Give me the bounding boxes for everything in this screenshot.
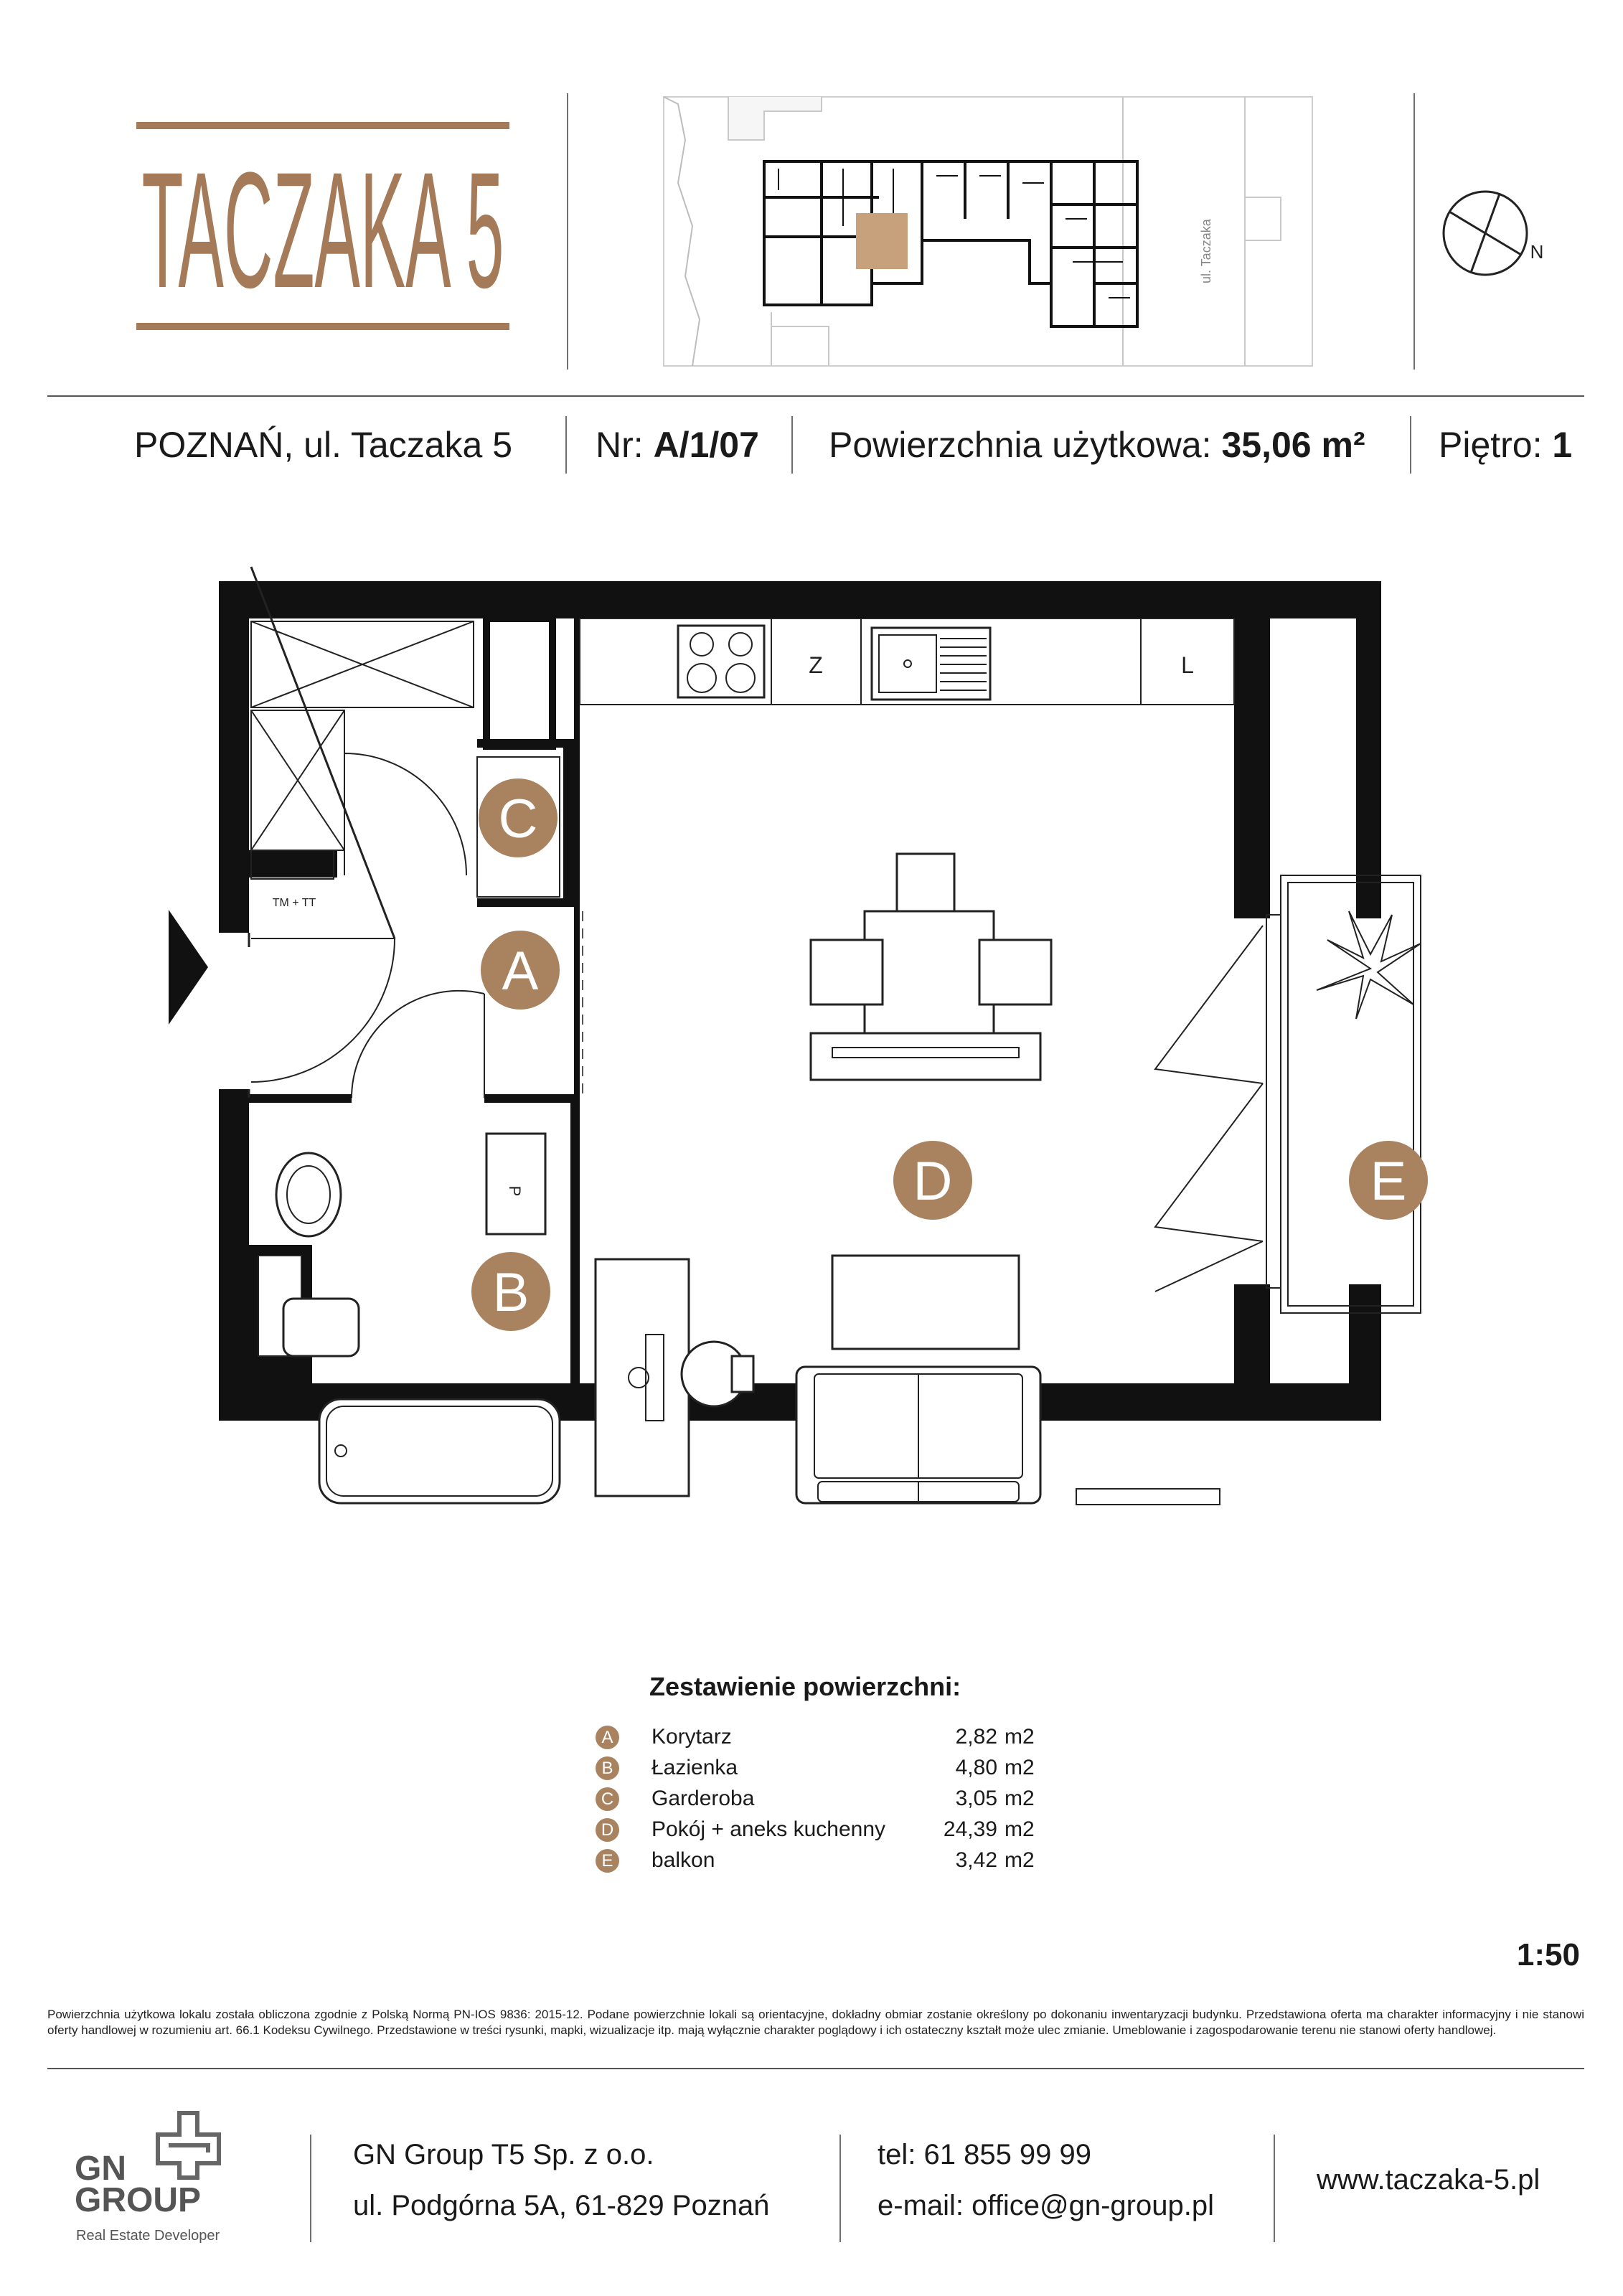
legend-badge: D xyxy=(596,1818,619,1842)
website-link[interactable]: www.taczaka-5.pl xyxy=(1317,2164,1540,2196)
room-marker-d xyxy=(893,1141,972,1220)
floor-plan xyxy=(144,567,1492,1586)
info-divider xyxy=(1410,416,1411,474)
wall-right-lower xyxy=(1234,1284,1270,1421)
wall-left-upper xyxy=(219,581,249,933)
gn-group-logo xyxy=(72,2102,258,2246)
legend-title: Zestawienie powierzchni: xyxy=(649,1672,961,1701)
apartment-floor: Piętro: 1 xyxy=(1439,425,1573,465)
svg-text:B: B xyxy=(492,1262,530,1323)
legend-badge: B xyxy=(596,1756,619,1780)
legend-room-area: 3,42 xyxy=(955,1848,997,1872)
company-address: ul. Podgórna 5A, 61-829 Poznań xyxy=(353,2190,770,2221)
room-marker-e xyxy=(1349,1141,1428,1220)
fixture-label: P xyxy=(506,1185,524,1197)
legend-room-name: Garderoba xyxy=(651,1787,755,1810)
legend-badge: C xyxy=(596,1787,619,1811)
site-plan-map xyxy=(664,97,1312,366)
legend-room-name: Korytarz xyxy=(651,1725,732,1749)
legend-room-area: 3,05 xyxy=(955,1787,997,1810)
apartment-number-value: A/1/07 xyxy=(653,425,759,465)
svg-text:D: D xyxy=(913,1151,953,1212)
footer-rule xyxy=(47,2068,1584,2069)
legal-disclaimer: Powierzchnia użytkowa lokalu została obliczona zgodnie z Polską Normą PN-IOS 9836: 2015-12. Podane powierzchnie lokali są orientacyjne, dokładny obmiar zostanie określony po dokonaniu inwentaryzacji budynku. Przedstawiona oferta ma charakter informacyjny i nie stanowi oferty handlowej w rozumieniu art. 66.1 Kodeksu Cywilnego. Przedstawione w treści rysunki, mapki, wizualizacje itp. mają wyłącznie charakter poglądowy i ich ostateczny kształt może ulec zmianie. Umeblowanie i zagospodarowanie terenu nie stanowi oferty handlowej. xyxy=(47,2008,1584,2037)
site-plan-street-label: ul. Taczaka xyxy=(1199,219,1213,283)
svg-text:E: E xyxy=(1370,1151,1407,1212)
info-divider xyxy=(565,416,567,474)
legend-room-unit: m2 xyxy=(1005,1725,1035,1749)
toilet-icon xyxy=(283,1299,359,1356)
desk xyxy=(596,1259,689,1496)
legend-room-area: 24,39 xyxy=(943,1817,997,1841)
header-divider xyxy=(567,93,568,370)
bathtub-icon xyxy=(319,1399,560,1503)
company-name: GN Group T5 Sp. z o.o. xyxy=(353,2139,654,2170)
gn-logo-line2: GROUP xyxy=(75,2181,202,2219)
compass-icon xyxy=(1442,190,1543,283)
duct-shaft xyxy=(486,618,552,746)
apartment-number: Nr: A/1/07 xyxy=(596,425,759,465)
compass-north-label: N xyxy=(1530,241,1544,263)
svg-text:A: A xyxy=(502,941,539,1002)
footer-divider xyxy=(1274,2135,1275,2242)
room-marker-b xyxy=(471,1252,550,1331)
wall-top xyxy=(219,581,1381,618)
appliance-label: L xyxy=(1181,652,1194,678)
header-rule xyxy=(47,395,1584,397)
legend-room-name: Pokój + aneks kuchenny xyxy=(651,1817,886,1841)
legend-badge: E xyxy=(596,1849,619,1873)
washing-machine xyxy=(486,1134,545,1234)
company-phone[interactable]: tel: 61 855 99 99 xyxy=(878,2139,1092,2170)
legend-room-area: 2,82 xyxy=(955,1725,997,1749)
drawing-scale: 1:50 xyxy=(1516,1937,1580,1972)
apartment-address: POZNAŃ, ul. Taczaka 5 xyxy=(134,425,513,465)
installation-label: TM + TT xyxy=(272,897,316,909)
room-marker-c xyxy=(479,778,558,857)
apartment-floor-value: 1 xyxy=(1552,425,1573,465)
legend-room-unit: m2 xyxy=(1005,1817,1035,1841)
wall-right-upper xyxy=(1234,581,1270,918)
company-email[interactable]: e-mail: office@gn-group.pl xyxy=(878,2190,1214,2221)
apartment-highlight xyxy=(856,213,908,269)
wall-right-upper-outer xyxy=(1356,581,1381,918)
info-divider xyxy=(791,416,793,474)
coffee-table xyxy=(832,1256,1019,1349)
room-marker-a xyxy=(481,931,560,1010)
legend-room-unit: m2 xyxy=(1005,1787,1035,1810)
legend-badge: A xyxy=(596,1726,619,1749)
plant-icon xyxy=(1317,911,1421,1019)
project-logo-text: TACZAKA 5 xyxy=(141,138,504,322)
header-divider-2 xyxy=(1413,93,1415,370)
footer-divider xyxy=(839,2135,841,2242)
legend-room-unit: m2 xyxy=(1005,1756,1035,1779)
footer-divider xyxy=(310,2135,311,2242)
gn-logo-line1: GN xyxy=(75,2150,126,2188)
entrance-arrow-icon xyxy=(169,910,208,1025)
dining-table xyxy=(865,911,994,1037)
apartment-area: Powierzchnia użytkowa: 35,06 m² xyxy=(829,425,1365,465)
gn-logo-tagline: Real Estate Developer xyxy=(76,2228,220,2244)
wall-left-lower xyxy=(219,1089,249,1419)
legend-room-name: balkon xyxy=(651,1848,715,1872)
apartment-area-value: 35,06 m² xyxy=(1221,425,1365,465)
legend-room-area: 4,80 xyxy=(955,1756,997,1779)
svg-text:C: C xyxy=(498,789,538,850)
wall-right-lower-outer xyxy=(1349,1284,1381,1421)
legend-room-unit: m2 xyxy=(1005,1848,1035,1872)
legend-room-name: Łazienka xyxy=(651,1756,738,1779)
project-logo xyxy=(136,122,517,337)
radiator xyxy=(1076,1489,1220,1505)
fridge-label: Z xyxy=(809,652,823,678)
